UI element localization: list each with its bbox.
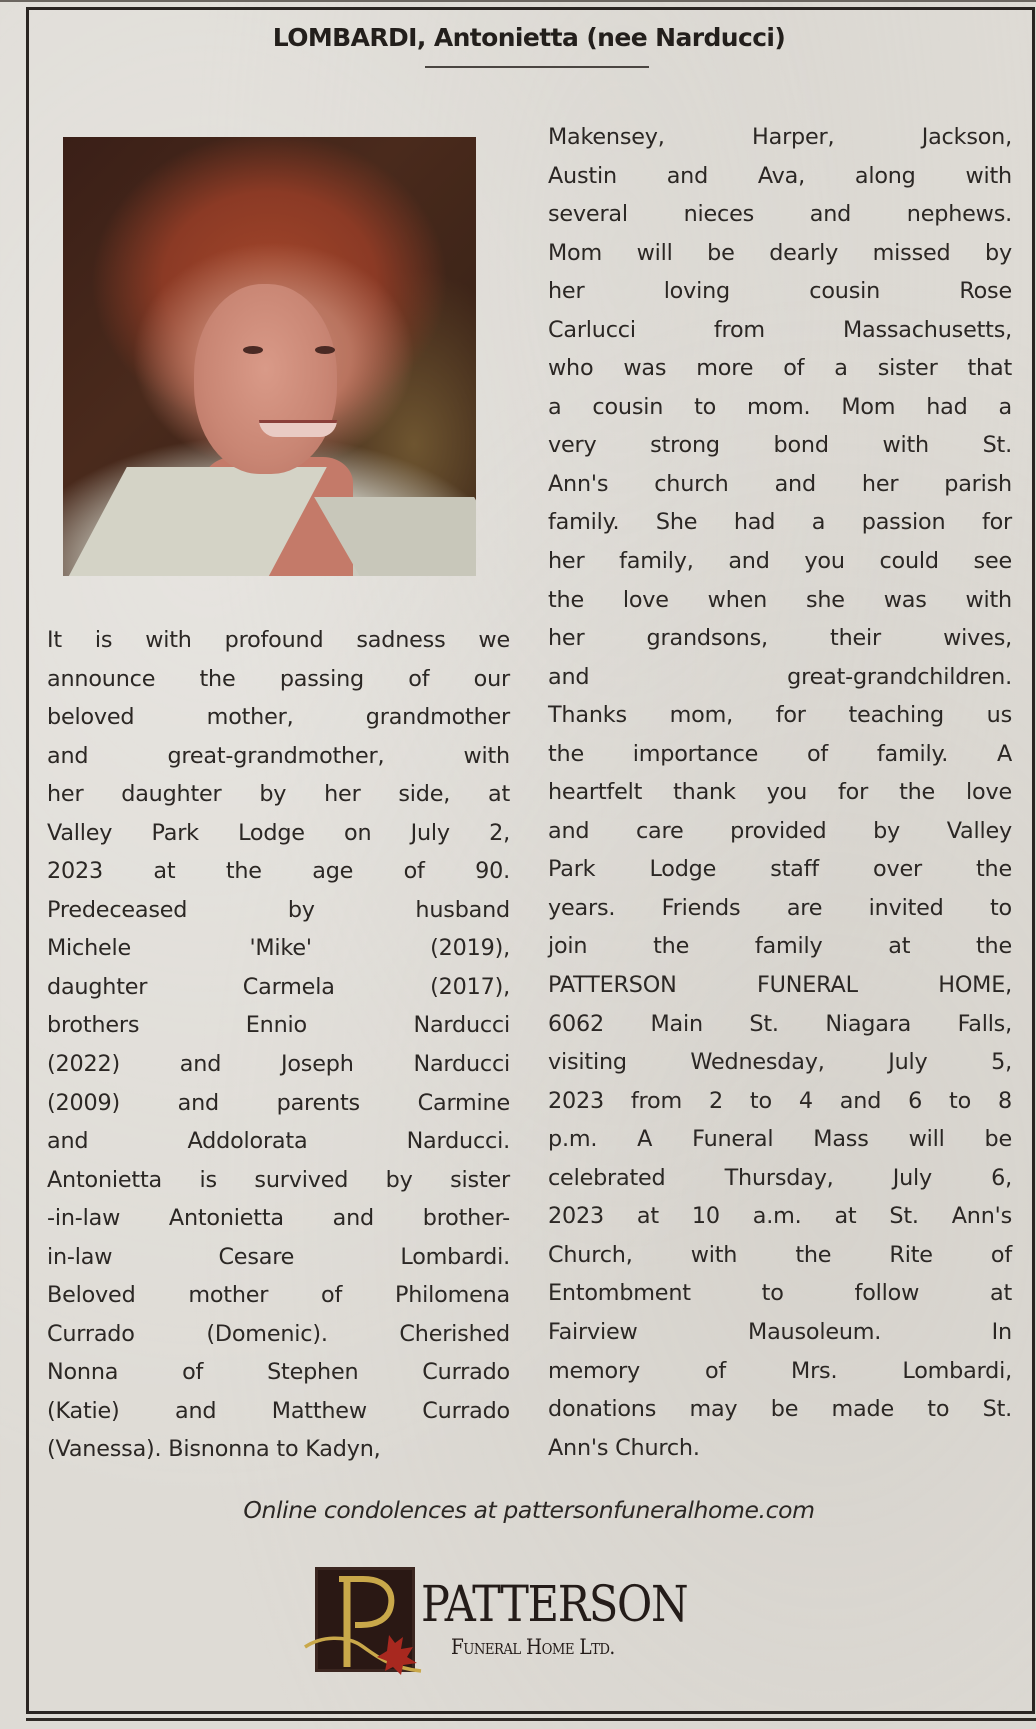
text-line: announce the passing of our: [47, 665, 510, 692]
text-line: her daughter by her side, at: [47, 781, 510, 808]
text-line: Nonna of Stephen Currado: [47, 1359, 510, 1386]
text-line: 6062 Main St. Niagara Falls,: [548, 1010, 1012, 1037]
text-line: Makensey, Harper, Jackson,: [548, 124, 1012, 150]
photo-face: [194, 284, 337, 474]
text-line: Ann's Church.: [548, 1434, 700, 1461]
text-line: Valley Park Lodge on July 2,: [47, 819, 510, 846]
text-line: and Addolorata Narducci.: [47, 1128, 510, 1155]
text-line: Carlucci from Massachusetts,: [548, 316, 1012, 343]
text-line: and great-grandchildren.: [548, 663, 1012, 690]
top-rule: [0, 0, 1036, 2]
text-line: memory of Mrs. Lombardi,: [548, 1357, 1012, 1384]
text-line: several nieces and nephews.: [548, 201, 1012, 228]
text-line: her loving cousin Rose: [548, 278, 1012, 305]
text-line: the importance of family. A: [548, 740, 1012, 767]
text-line: Austin and Ava, along with: [548, 162, 1012, 189]
text-line: Entombment to follow at: [548, 1280, 1012, 1307]
text-line: years. Friends are invited to: [548, 894, 1012, 921]
text-line: and care provided by Valley: [548, 817, 1012, 844]
obituary-right-column: [548, 118, 1012, 1467]
text-line: her grandsons, their wives,: [548, 625, 1012, 652]
text-line: family. She had a passion for: [548, 509, 1012, 536]
bottom-rule: [26, 1718, 1036, 1721]
text-line: in-law Cesare Lombardi.: [47, 1243, 510, 1270]
text-line: Ann's church and her parish: [548, 470, 1012, 497]
text-line: Thanks mom, for teaching us: [548, 702, 1012, 729]
logo-subtitle: Funeral Home Ltd.: [451, 1635, 615, 1659]
text-line: celebrated Thursday, July 6,: [548, 1164, 1012, 1191]
text-line: -in-law Antonietta and brother-: [47, 1205, 510, 1232]
text-line: and great-grandmother, with: [47, 742, 510, 769]
text-line: daughter Carmela (2017),: [47, 973, 510, 1000]
text-line: join the family at the: [548, 933, 1012, 960]
text-line: very strong bond with St.: [548, 432, 1012, 459]
obituary-left-column: [47, 621, 510, 1469]
text-line: Beloved mother of Philomena: [47, 1282, 510, 1309]
text-line: Predeceased by husband: [47, 896, 510, 923]
logo-monogram: [315, 1567, 415, 1672]
text-line: heartfelt thank you for the love: [548, 779, 1012, 806]
text-line: (2009) and parents Carmine: [47, 1089, 510, 1116]
text-line: It is with profound sadness we: [47, 627, 510, 653]
text-line: her family, and you could see: [548, 548, 1012, 575]
text-line: (Katie) and Matthew Currado: [47, 1397, 510, 1424]
text-line: Mom will be dearly missed by: [548, 239, 1012, 266]
title-underline: [425, 66, 649, 68]
text-line: Currado (Domenic). Cherished: [47, 1320, 510, 1347]
monogram-p-icon: [303, 1567, 433, 1682]
text-line: PATTERSON FUNERAL HOME,: [548, 972, 1012, 999]
text-line: the love when she was with: [548, 586, 1012, 613]
photo-eye-left: [243, 346, 263, 354]
text-line: brothers Ennio Narducci: [47, 1012, 510, 1039]
text-line: Michele 'Mike' (2019),: [47, 935, 510, 962]
photo-mouth: [259, 420, 337, 437]
text-line: Antonietta is survived by sister: [47, 1166, 510, 1193]
text-line: p.m. A Funeral Mass will be: [548, 1126, 1012, 1153]
online-condolences: Online condolences at pattersonfuneralhome.com: [243, 1496, 815, 1524]
portrait-photo: [63, 137, 476, 576]
text-line: 2023 at 10 a.m. at St. Ann's: [548, 1203, 1012, 1230]
text-line: Park Lodge staff over the: [548, 856, 1012, 883]
text-line: donations may be made to St.: [548, 1396, 1012, 1423]
text-line: beloved mother, grandmother: [47, 704, 510, 731]
text-line: 2023 from 2 to 4 and 6 to 8: [548, 1087, 1012, 1114]
text-line: (Vanessa). Bisnonna to Kadyn,: [47, 1436, 381, 1463]
logo-name: PATTERSON: [421, 1575, 688, 1633]
text-line: Church, with the Rite of: [548, 1241, 1012, 1268]
text-line: Fairview Mausoleum. In: [548, 1318, 1012, 1345]
text-line: (2022) and Joseph Narducci: [47, 1051, 510, 1078]
text-line: visiting Wednesday, July 5,: [548, 1049, 1012, 1076]
text-line: 2023 at the age of 90.: [47, 858, 510, 885]
text-line: who was more of a sister that: [548, 355, 1012, 382]
obituary-title: LOMBARDI, Antonietta (nee Narducci): [272, 23, 786, 52]
photo-eye-right: [315, 346, 335, 354]
text-line: a cousin to mom. Mom had a: [548, 393, 1012, 420]
